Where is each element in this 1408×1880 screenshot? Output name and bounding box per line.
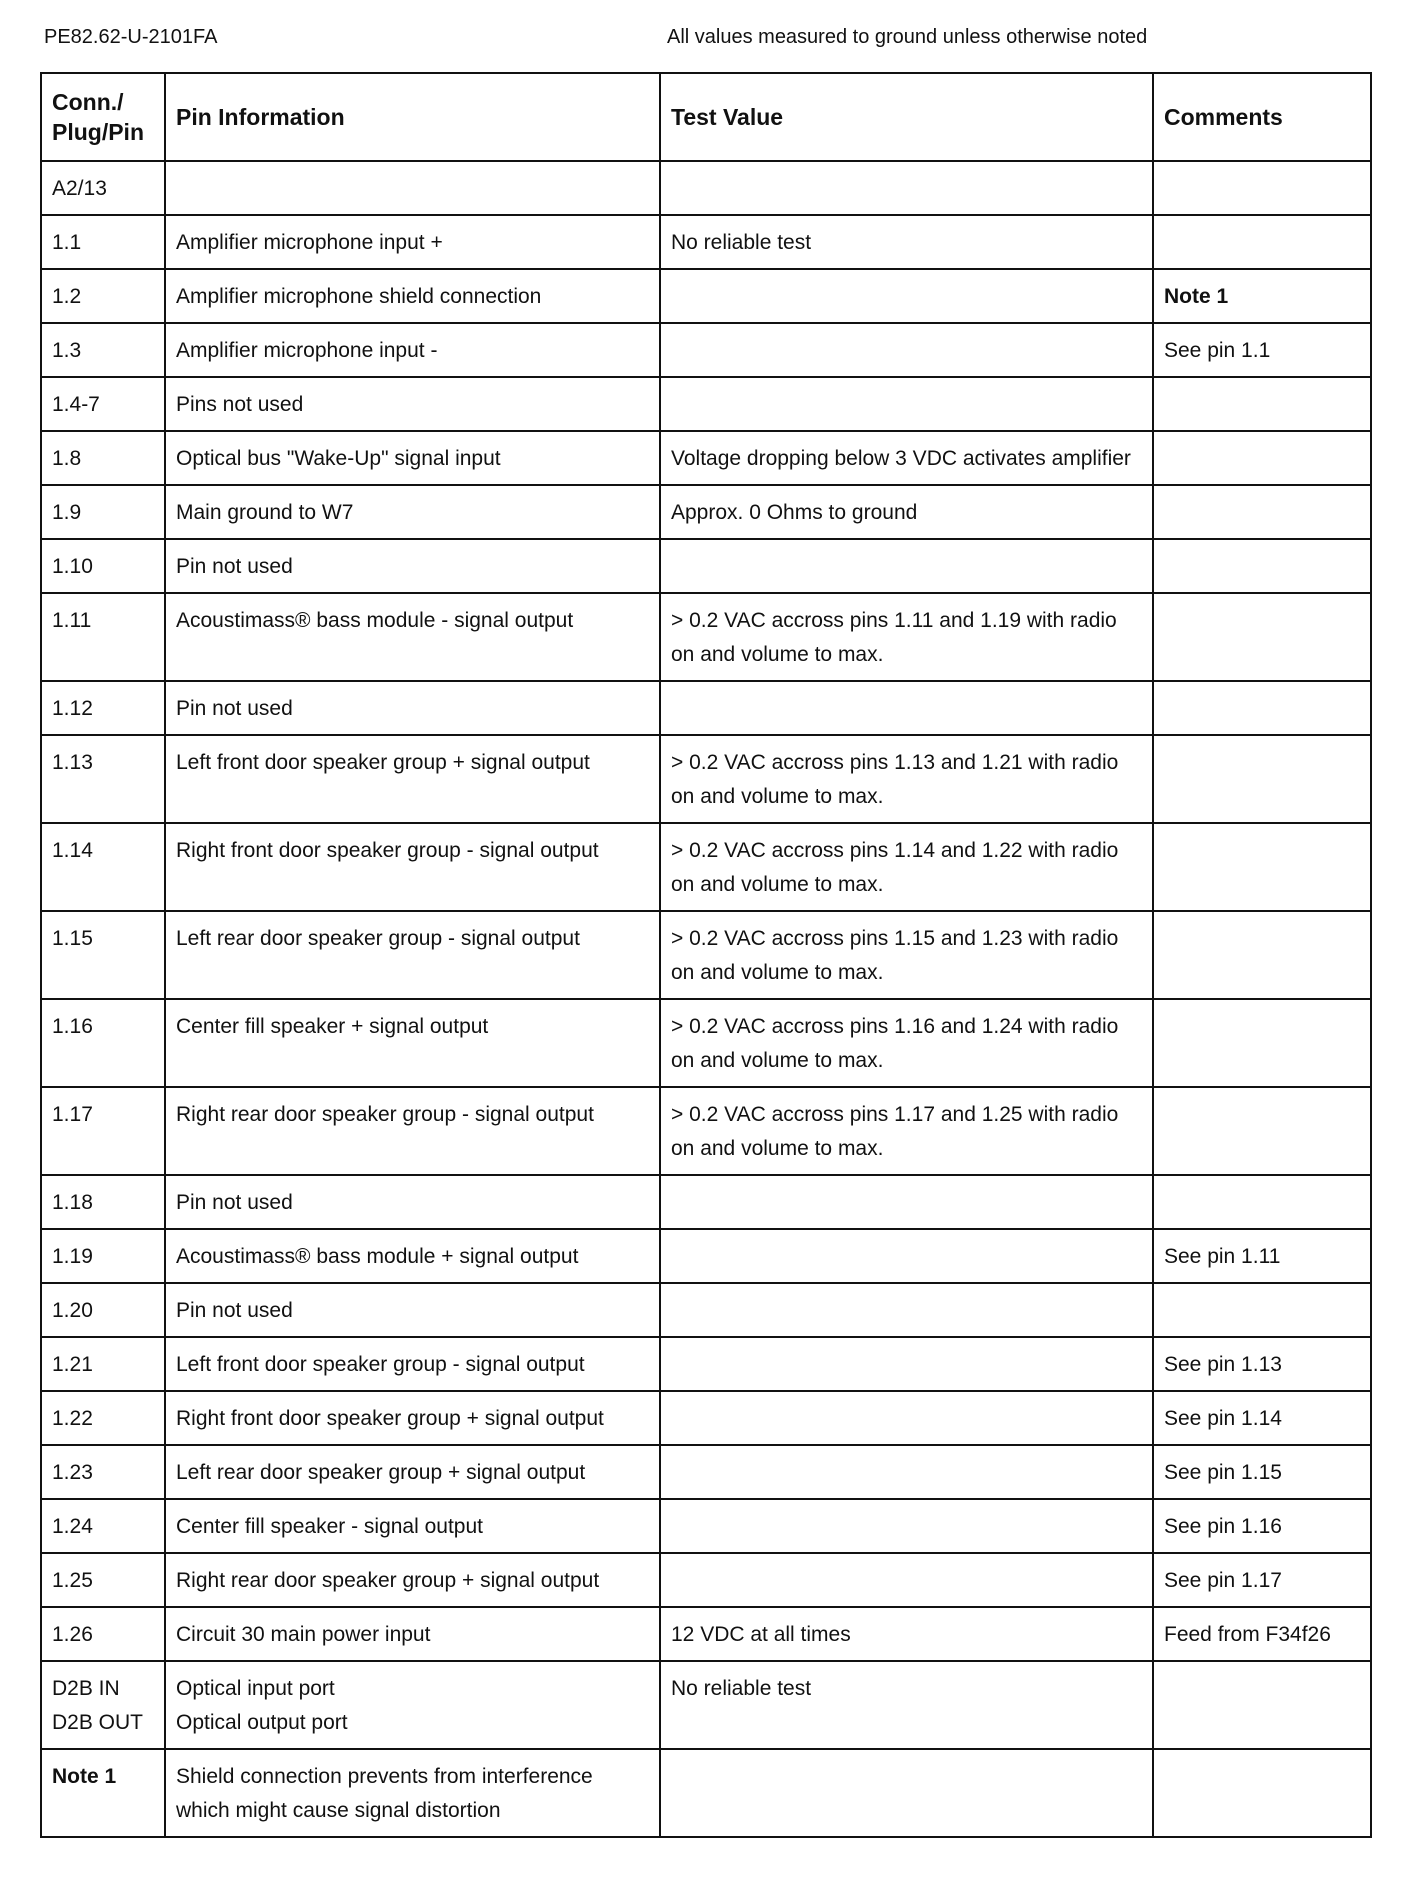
comment-cell: [1153, 215, 1371, 269]
test-cell: > 0.2 VAC accross pins 1.13 and 1.21 with radio on and volume to max.: [660, 735, 1153, 823]
table-row: [41, 377, 1371, 431]
info-out-label: Optical output port: [176, 1711, 348, 1734]
pin-cell: 1.1: [41, 215, 165, 269]
pin-cell: A2/13: [41, 161, 165, 215]
pin-cell: 1.22: [41, 1391, 165, 1445]
comment-cell: See pin 1.17: [1153, 1553, 1371, 1607]
table-row: [41, 911, 1371, 999]
pin-cell: 1.21: [41, 1337, 165, 1391]
test-cell: > 0.2 VAC accross pins 1.17 and 1.25 with radio on and volume to max.: [660, 1087, 1153, 1175]
table-row: [41, 269, 1371, 323]
info-cell: Main ground to W7: [165, 485, 660, 539]
table-row: [41, 1391, 1371, 1445]
comment-cell: [1153, 681, 1371, 735]
comment-cell: See pin 1.15: [1153, 1445, 1371, 1499]
info-cell: [165, 1661, 660, 1749]
comment-cell: [1153, 1175, 1371, 1229]
pin-cell: 1.8: [41, 431, 165, 485]
pin-cell: 1.12: [41, 681, 165, 735]
comment-cell: [1153, 1661, 1371, 1749]
info-cell: [165, 161, 660, 215]
column-header-info: Pin Information: [165, 73, 660, 161]
pin-cell: 1.17: [41, 1087, 165, 1175]
pin-cell: 1.19: [41, 1229, 165, 1283]
table-row: [41, 1337, 1371, 1391]
measurement-note: All values measured to ground unless otherwise noted: [667, 26, 1148, 48]
table-row: [41, 161, 1371, 215]
table-row: [41, 539, 1371, 593]
document-id: PE82.62-U-2101FA: [44, 26, 218, 48]
table-row: [41, 1499, 1371, 1553]
table-row: [41, 999, 1371, 1087]
info-cell: Left rear door speaker group - signal output: [165, 911, 660, 999]
pin-cell: 1.13: [41, 735, 165, 823]
test-cell: [660, 161, 1153, 215]
pin-cell: Note 1: [41, 1749, 165, 1837]
test-cell: [660, 1175, 1153, 1229]
info-cell: Optical bus "Wake-Up" signal input: [165, 431, 660, 485]
info-cell: Right front door speaker group - signal output: [165, 823, 660, 911]
test-cell: [660, 1749, 1153, 1837]
test-cell: Approx. 0 Ohms to ground: [660, 485, 1153, 539]
info-in-label: Optical input port: [176, 1677, 335, 1700]
test-cell: [660, 681, 1153, 735]
test-cell: > 0.2 VAC accross pins 1.16 and 1.24 with radio on and volume to max.: [660, 999, 1153, 1087]
test-cell: Voltage dropping below 3 VDC activates amplifier: [660, 431, 1153, 485]
comment-cell: Note 1: [1153, 269, 1371, 323]
pin-out-label: D2B OUT: [52, 1711, 144, 1734]
info-cell: Amplifier microphone shield connection: [165, 269, 660, 323]
info-cell: Center fill speaker + signal output: [165, 999, 660, 1087]
comment-cell: [1153, 999, 1371, 1087]
test-cell: [660, 377, 1153, 431]
pin-cell: 1.15: [41, 911, 165, 999]
table-row: [41, 215, 1371, 269]
pin-cell: 1.10: [41, 539, 165, 593]
test-cell: > 0.2 VAC accross pins 1.14 and 1.22 with radio on and volume to max.: [660, 823, 1153, 911]
pin-cell: 1.9: [41, 485, 165, 539]
test-cell: [660, 539, 1153, 593]
table-row: [41, 1553, 1371, 1607]
pin-cell: 1.26: [41, 1607, 165, 1661]
table-row: [41, 735, 1371, 823]
comment-cell: [1153, 823, 1371, 911]
comment-cell: [1153, 377, 1371, 431]
table-row: [41, 1749, 1371, 1837]
test-cell: [660, 323, 1153, 377]
pin-cell: 1.11: [41, 593, 165, 681]
test-cell: 12 VDC at all times: [660, 1607, 1153, 1661]
info-cell: Center fill speaker - signal output: [165, 1499, 660, 1553]
test-cell: [660, 269, 1153, 323]
test-cell: [660, 1337, 1153, 1391]
comment-cell: See pin 1.1: [1153, 323, 1371, 377]
table-row: [41, 1175, 1371, 1229]
comment-cell: [1153, 593, 1371, 681]
test-cell: No reliable test: [660, 215, 1153, 269]
info-cell: Left rear door speaker group + signal output: [165, 1445, 660, 1499]
info-cell: Amplifier microphone input -: [165, 323, 660, 377]
comment-cell: [1153, 735, 1371, 823]
test-cell: > 0.2 VAC accross pins 1.11 and 1.19 with radio on and volume to max.: [660, 593, 1153, 681]
comment-cell: Feed from F34f26: [1153, 1607, 1371, 1661]
table-row: [41, 823, 1371, 911]
info-cell: Circuit 30 main power input: [165, 1607, 660, 1661]
pin-table: [40, 72, 1372, 1838]
comment-cell: [1153, 1283, 1371, 1337]
pin-cell: 1.14: [41, 823, 165, 911]
comment-cell: [1153, 539, 1371, 593]
pin-cell: 1.24: [41, 1499, 165, 1553]
pin-in-label: D2B IN: [52, 1677, 120, 1700]
pin-cell: 1.2: [41, 269, 165, 323]
comment-cell: [1153, 485, 1371, 539]
comment-cell: [1153, 1749, 1371, 1837]
comment-cell: [1153, 911, 1371, 999]
test-cell: [660, 1499, 1153, 1553]
pin-cell: 1.25: [41, 1553, 165, 1607]
info-cell: Pins not used: [165, 377, 660, 431]
test-cell: [660, 1445, 1153, 1499]
comment-cell: [1153, 161, 1371, 215]
info-cell: Right rear door speaker group - signal output: [165, 1087, 660, 1175]
table-header-row: [41, 73, 1371, 161]
pin-cell: [41, 1661, 165, 1749]
table-row: [41, 1661, 1371, 1749]
comment-cell: See pin 1.11: [1153, 1229, 1371, 1283]
table-row: [41, 593, 1371, 681]
info-cell: Right front door speaker group + signal output: [165, 1391, 660, 1445]
table-row: [41, 1607, 1371, 1661]
test-cell: [660, 1553, 1153, 1607]
info-cell: Amplifier microphone input +: [165, 215, 660, 269]
pin-cell: 1.23: [41, 1445, 165, 1499]
pin-cell: 1.4-7: [41, 377, 165, 431]
table-row: [41, 323, 1371, 377]
info-cell: Pin not used: [165, 539, 660, 593]
column-header-pin: Conn./ Plug/Pin: [41, 73, 165, 161]
info-cell: Left front door speaker group + signal output: [165, 735, 660, 823]
info-cell: Left front door speaker group - signal output: [165, 1337, 660, 1391]
table-row: [41, 1283, 1371, 1337]
comment-cell: See pin 1.14: [1153, 1391, 1371, 1445]
info-cell: Pin not used: [165, 1175, 660, 1229]
info-cell: Pin not used: [165, 681, 660, 735]
column-header-comments: Comments: [1153, 73, 1371, 161]
info-cell: Shield connection prevents from interference which might cause signal distortion: [165, 1749, 660, 1837]
pin-cell: 1.20: [41, 1283, 165, 1337]
pin-cell: 1.18: [41, 1175, 165, 1229]
test-cell: [660, 1283, 1153, 1337]
table-row: [41, 1087, 1371, 1175]
pin-cell: 1.16: [41, 999, 165, 1087]
comment-cell: [1153, 1087, 1371, 1175]
comment-cell: See pin 1.16: [1153, 1499, 1371, 1553]
info-cell: Right rear door speaker group + signal output: [165, 1553, 660, 1607]
comment-cell: See pin 1.13: [1153, 1337, 1371, 1391]
table-row: [41, 1445, 1371, 1499]
test-cell: [660, 1229, 1153, 1283]
comment-cell: [1153, 431, 1371, 485]
test-cell: [660, 1391, 1153, 1445]
pin-cell: 1.3: [41, 323, 165, 377]
info-cell: Acoustimass® bass module + signal output: [165, 1229, 660, 1283]
table-row: [41, 431, 1371, 485]
table-row: [41, 1229, 1371, 1283]
test-cell: > 0.2 VAC accross pins 1.15 and 1.23 with radio on and volume to max.: [660, 911, 1153, 999]
info-cell: Acoustimass® bass module - signal output: [165, 593, 660, 681]
table-row: [41, 485, 1371, 539]
info-cell: Pin not used: [165, 1283, 660, 1337]
column-header-test: Test Value: [660, 73, 1153, 161]
test-cell: No reliable test: [660, 1661, 1153, 1749]
table-row: [41, 681, 1371, 735]
